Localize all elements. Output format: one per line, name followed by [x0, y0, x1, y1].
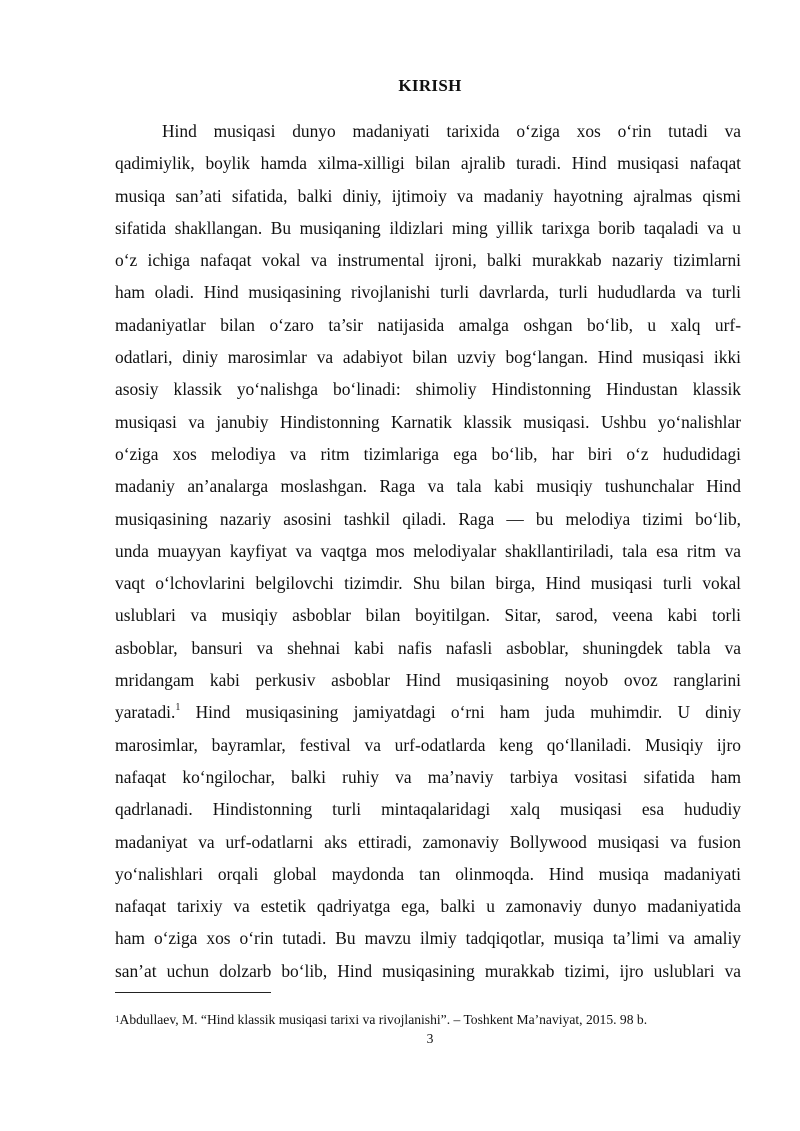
paragraph-line: madaniy an’analarga moslashgan. Raga va tala kabi musiqiy tushunchalar Hind — [115, 476, 741, 497]
paragraph-line: musiqasi va janubiy Hindistonning Karnatik klassik musiqasi. Ushbu yo‘nalishlar — [115, 411, 741, 432]
paragraph-line: vaqt o‘lchovlarini belgilovchi tizimdir. Shu bilan birga, Hind musiqasi turli vokal — [115, 573, 741, 594]
line-text: yaratadi. — [115, 702, 176, 723]
line-text: Hind musiqasining jamiyatdagi o‘rni ham juda muhimdir. U diniy — [180, 702, 741, 723]
paragraph-line: musiqasining nazariy asosini tashkil qiladi. Raga — bu melodiya tizimi bo‘lib, — [115, 508, 741, 529]
paragraph-line: nafaqat tarixiy va estetik qadriyatga ega, balki u zamonaviy dunyo madaniyatida — [115, 896, 741, 917]
paragraph-line: odatlari, diniy marosimlar va adabiyot bilan uzviy bog‘langan. Hind musiqasi ikki — [115, 347, 741, 368]
paragraph-line: qadrlanadi. Hindistonning turli mintaqalaridagi xalq musiqasi esa hududiy — [115, 799, 741, 820]
paragraph-line: madaniyatlar bilan o‘zaro ta’sir natijasida amalga oshgan bo‘lib, u xalq urf- — [115, 314, 741, 335]
paragraph-line: o‘ziga xos melodiya va ritm tizimlariga ega bo‘lib, har biri o‘z hududidagi — [115, 443, 741, 464]
footnote — [115, 1012, 647, 1028]
paragraph-line: yo‘nalishlari orqali global maydonda tan olinmoqda. Hind musiqa madaniyati — [115, 863, 741, 884]
paragraph-line: uslublari va musiqiy asboblar bilan boyitilgan. Sitar, sarod, veena kabi torli — [115, 605, 741, 626]
paragraph-line: madaniyat va urf-odatlarni aks ettiradi, zamonaviy Bollywood musiqasi va fusion — [115, 831, 741, 852]
paragraph-line: marosimlar, bayramlar, festival va urf-odatlarda keng qo‘llaniladi. Musiqiy ijro — [115, 734, 741, 755]
paragraph-line: Hind musiqasi dunyo madaniyati tarixida o‘ziga xos o‘rin tutadi va — [162, 121, 741, 141]
paragraph-line: ham oladi. Hind musiqasining rivojlanishi turli davrlarda, turli hududlarda va turli — [115, 282, 741, 303]
paragraph-line: o‘z ichiga nafaqat vokal va instrumental ijroni, balki murakkab nazariy tizimlarni — [115, 250, 741, 271]
section-heading: KIRISH — [398, 76, 462, 95]
paragraph-line-with-footnote — [115, 696, 741, 728]
page-number: 3 — [426, 1031, 434, 1046]
paragraph-line: sifatida shakllangan. Bu musiqaning ildizlari ming yillik tarixga borib taqaladi va u — [115, 217, 741, 238]
footnote-text: Abdullaev, M. “Hind klassik musiqasi tarixi va rivojlanishi”. – Toshkent Ma’naviyat, 2015. 98 b. — [119, 1012, 648, 1027]
paragraph-line: nafaqat ko‘ngilochar, balki ruhiy va ma’naviy tarbiya vositasi sifatida ham — [115, 766, 741, 787]
paragraph-line: ham o‘ziga xos o‘rin tutadi. Bu mavzu ilmiy tadqiqotlar, musiqa ta’limi va amaliy — [115, 928, 741, 949]
paragraph-line: mridangam kabi perkusiv asboblar Hind musiqasining noyob ovoz ranglarini — [115, 670, 741, 691]
paragraph-line-content — [115, 696, 741, 728]
footnote-marker: 1 — [115, 1014, 120, 1024]
paragraph-line: san’at uchun dolzarb bo‘lib, Hind musiqasining murakkab tizimi, ijro uslublari va — [115, 960, 741, 981]
paragraph-line: unda muayyan kayfiyat va vaqtga mos melodiyalar shakllantiriladi, tala esa ritm va — [115, 540, 741, 561]
paragraph-line: asosiy klassik yo‘nalishga bo‘linadi: shimoliy Hindistonning Hindustan klassik — [115, 379, 741, 400]
paragraph-line: asboblar, bansuri va shehnai kabi nafis nafasli asboblar, shuningdek tabla va — [115, 637, 741, 658]
paragraph-line: musiqa san’ati sifatida, balki diniy, ijtimoiy va madaniy hayotning ajralmas qismi — [115, 185, 741, 206]
footnote-reference[interactable]: 1 — [175, 702, 181, 714]
paragraph-line: qadimiylik, boylik hamda xilma-xilligi bilan ajralib turadi. Hind musiqasi nafaqat — [115, 153, 741, 174]
footnote-separator — [115, 992, 271, 993]
body-paragraph — [115, 115, 741, 987]
